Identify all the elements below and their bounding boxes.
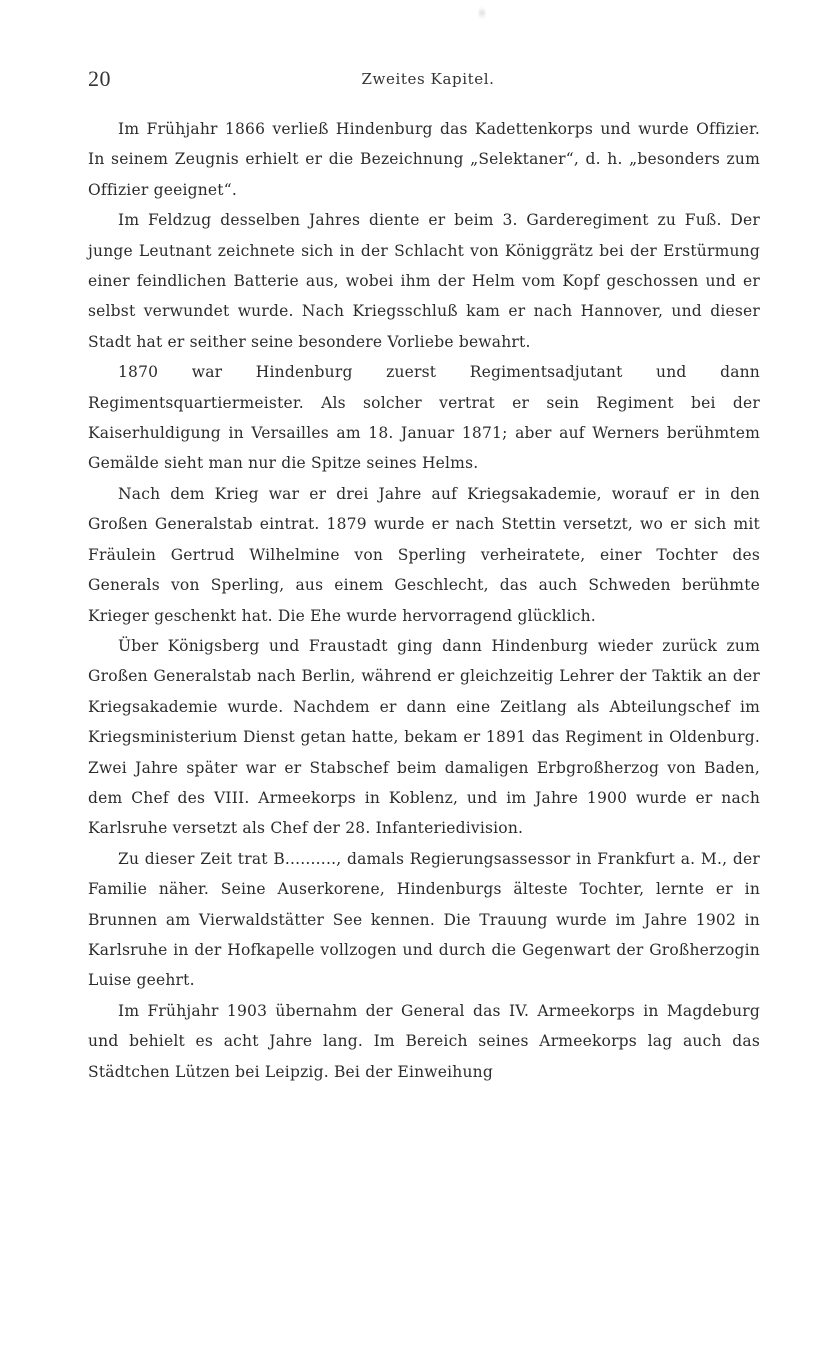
ink-speck	[478, 6, 486, 20]
page-number: 20	[88, 66, 111, 91]
running-head: Zweites Kapitel.	[361, 70, 495, 88]
page-header	[88, 66, 768, 98]
paragraph: Zu dieser Zeit trat B.........., damals Regierungsassessor in Frankfurt a. M., der Familie näher. Seine Auserkorene, Hindenburgs älteste Tochter, lernte er in Brunnen am Vierwaldstätter See kennen. Die Trauung wurde im Jahre 1902 in Karlsruhe in der Hofkapelle vollzogen und durch die Gegenwart der Großherzogin Luise geehrt.	[88, 849, 760, 990]
paragraph: Im Feldzug desselben Jahres diente er beim 3. Garderegiment zu Fuß. Der junge Leutnant zeichnete sich in der Schlacht von Königgrätz bei der Erstürmung einer feindlichen Batterie aus, wobei ihm der Helm vom Kopf geschossen und er selbst verwundet wurde. Nach Kriegsschluß kam er nach Hannover, und dieser Stadt hat er seither seine besondere Vorliebe bewahrt.	[88, 211, 760, 351]
paragraph: 1870 war Hindenburg zuerst Regimentsadjutant und dann Regimentsquartiermeister. Als solcher vertrat er sein Regiment bei der Kaiserhuldigung in Versailles am 18. Januar 1871; aber auf Werners berühmtem Gemälde sieht man nur die Spitze seines Helms.	[88, 363, 760, 473]
paragraph: Über Königsberg und Fraustadt ging dann Hindenburg wieder zurück zum Großen Generalstab nach Berlin, während er gleichzeitig Lehrer der Taktik an der Kriegsakademie wurde. Nachdem er dann eine Zeitlang als Abteilungschef im Kriegsministerium Dienst getan hatte, bekam er 1891 das Regiment in Oldenburg. Zwei Jahre später war er Stabschef beim damaligen Erbgroßherzog von Baden, dem Chef des VIII. Armeekorps in Koblenz, und im Jahre 1900 wurde er nach Karlsruhe versetzt als Chef der 28. Infanteriedivision.	[88, 636, 760, 838]
paragraph: Im Frühjahr 1866 verließ Hindenburg das Kadettenkorps und wurde Offizier. In seinem Zeugnis erhielt er die Bezeichnung „Selektaner“, d. h. „besonders zum Offizier geeignet“.	[88, 120, 760, 199]
paragraph: Im Frühjahr 1903 übernahm der General das IV. Armeekorps in Magdeburg und behielt es acht Jahre lang. Im Bereich seines Armeekorps lag auch das Städtchen Lützen bei Leipzig. Bei der Einweihung	[88, 1001, 760, 1081]
body-text	[88, 114, 760, 1087]
paragraph: Nach dem Krieg war er drei Jahre auf Kriegsakademie, worauf er in den Großen Generalstab eintrat. 1879 wurde er nach Stettin versetzt, wo er sich mit Fräulein Gertrud Wilhelmine von Sperling verheiratete, einer Tochter des Generals von Sperling, aus einem Geschlecht, das auch Schweden berühmte Krieger geschenkt hat. Die Ehe wurde hervorragend glücklich.	[88, 484, 760, 625]
